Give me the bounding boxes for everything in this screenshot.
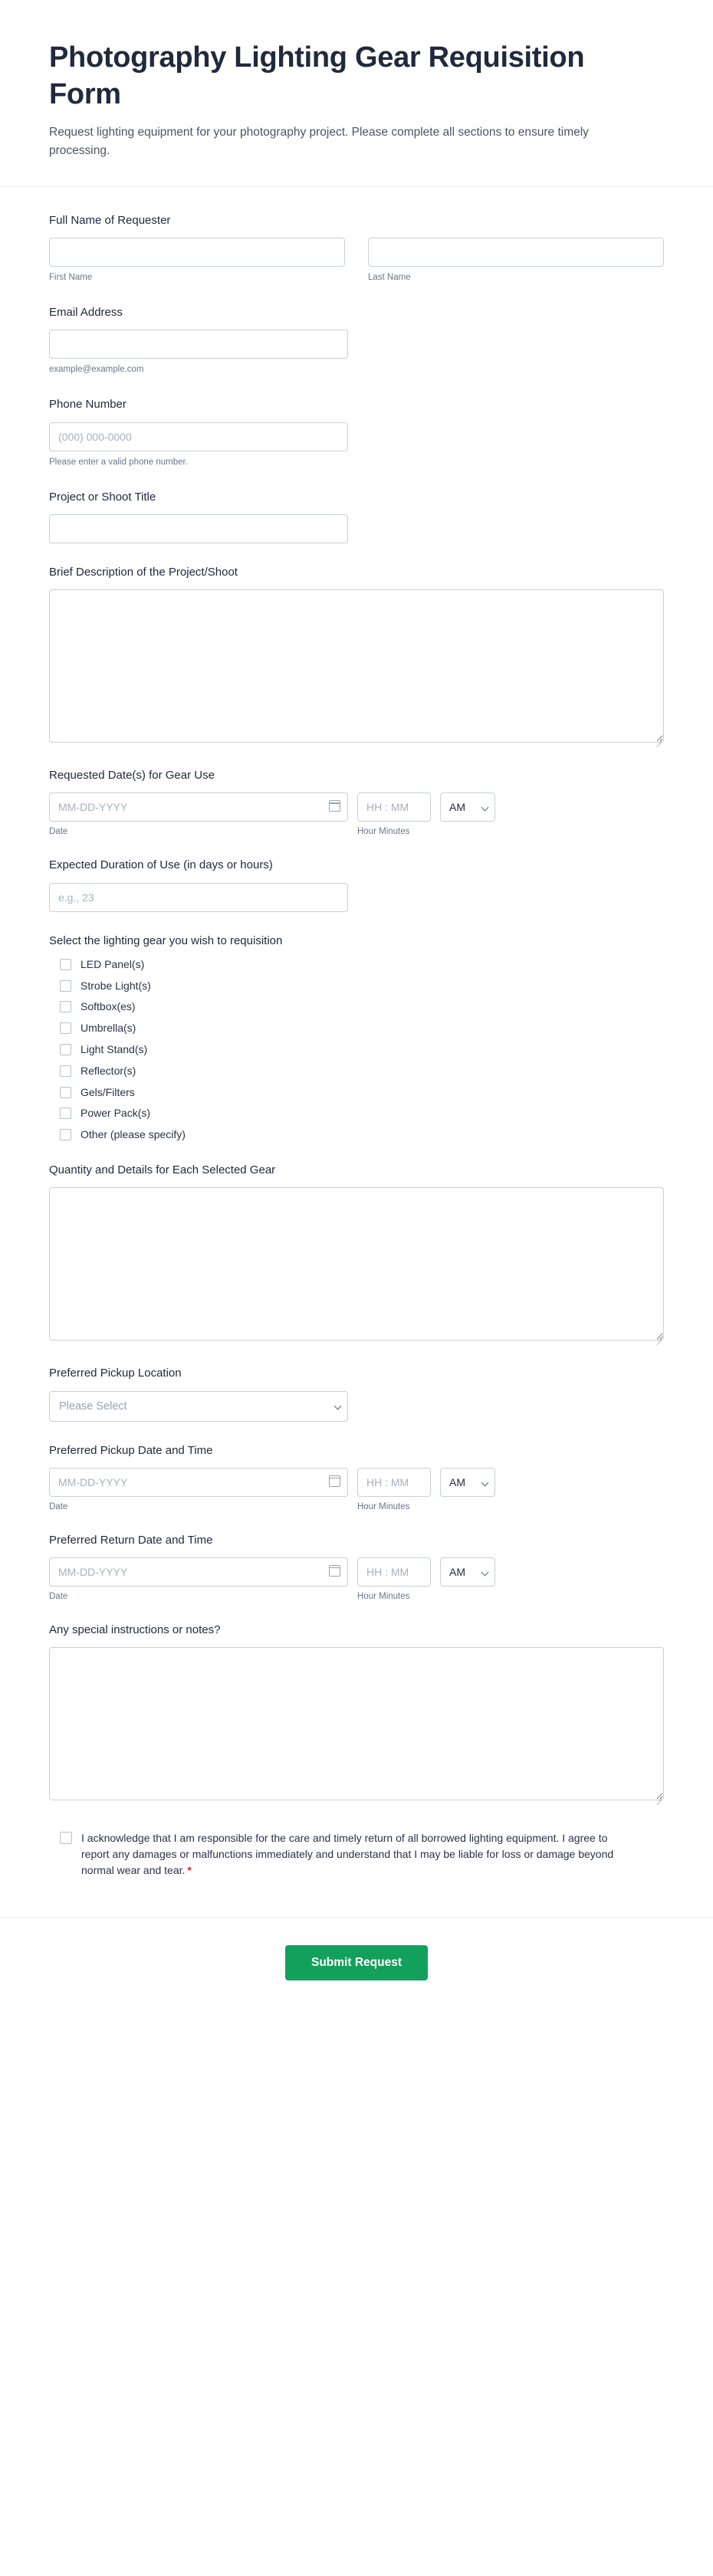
form-header	[0, 0, 713, 187]
duration-input[interactable]	[49, 883, 348, 912]
checkbox-icon[interactable]	[60, 959, 71, 970]
field-full-name	[49, 213, 664, 284]
first-name-input[interactable]	[49, 238, 345, 267]
requested-dates-sublabels	[49, 827, 664, 836]
checkbox-icon[interactable]	[60, 980, 71, 992]
return-datetime-row	[49, 1557, 664, 1587]
pickup-location-select[interactable]	[49, 1391, 348, 1422]
description-textarea[interactable]	[49, 589, 664, 743]
last-name-sublabel: Last Name	[368, 273, 411, 283]
acknowledgement-text	[81, 1830, 618, 1879]
special-instructions-textarea[interactable]	[49, 1647, 664, 1800]
field-pickup-location	[49, 1366, 664, 1421]
requested-ampm-select[interactable]	[440, 792, 495, 822]
checkbox-icon[interactable]	[60, 1022, 71, 1034]
checkbox-icon[interactable]	[60, 1065, 71, 1077]
gear-option-label: Softbox(es)	[80, 1000, 136, 1013]
full-name-label: Full Name of Requester	[49, 214, 171, 228]
pickup-date-wrap	[49, 1468, 348, 1497]
quantity-details-textarea[interactable]	[49, 1187, 664, 1341]
pickup-date-input[interactable]	[49, 1468, 348, 1497]
gear-option-led-panel[interactable]	[49, 958, 664, 971]
checkbox-icon[interactable]	[60, 1129, 71, 1140]
email-sublabel: example@example.com	[49, 365, 144, 375]
gear-option-power-pack[interactable]	[49, 1107, 664, 1120]
gear-select-label: Select the lighting gear you wish to requisition	[49, 934, 283, 947]
form-footer	[0, 1917, 713, 2017]
gear-option-label: Power Pack(s)	[80, 1107, 151, 1120]
gear-option-softbox[interactable]	[49, 1000, 664, 1013]
gear-option-gels-filters[interactable]	[49, 1086, 664, 1099]
return-time-sublabel: Hour Minutes	[357, 1592, 410, 1602]
email-field[interactable]	[49, 330, 348, 359]
page-title: Photography Lighting Gear Requisition Form	[49, 41, 585, 110]
phone-label: Phone Number	[49, 398, 127, 412]
return-date-input[interactable]	[49, 1557, 348, 1587]
return-ampm-wrap	[440, 1557, 495, 1587]
pickup-datetime-sublabels	[49, 1502, 664, 1511]
field-gear-select	[49, 934, 664, 1141]
pickup-location-select-wrap	[49, 1391, 348, 1422]
gear-option-label: Gels/Filters	[80, 1085, 135, 1098]
last-name-group	[368, 238, 664, 284]
pickup-datetime-row	[49, 1468, 664, 1497]
pickup-time-sublabel: Hour Minutes	[357, 1501, 410, 1511]
requested-time-sublabel: Hour Minutes	[357, 827, 410, 837]
return-date-sublabel: Date	[49, 1592, 68, 1602]
return-time-input[interactable]	[357, 1557, 431, 1587]
return-date-wrap	[49, 1557, 348, 1587]
requested-date-input[interactable]	[49, 792, 348, 822]
gear-checkbox-list	[49, 958, 664, 1141]
pickup-time-input[interactable]	[357, 1468, 431, 1497]
field-duration	[49, 858, 664, 911]
requested-dates-label: Requested Date(s) for Gear Use	[49, 769, 215, 783]
full-name-row	[49, 238, 664, 284]
description-label: Brief Description of the Project/Shoot	[49, 565, 238, 579]
quantity-details-textarea-wrap	[49, 1187, 664, 1344]
field-special-instructions	[49, 1623, 664, 1804]
project-title-input[interactable]	[49, 514, 348, 543]
checkbox-icon[interactable]	[60, 1044, 71, 1055]
phone-input[interactable]	[49, 422, 348, 451]
field-requested-dates	[49, 768, 664, 836]
requested-time-input[interactable]	[357, 792, 431, 822]
acknowledgement-label: I acknowledge that I am responsible for the care and timely return of all borrowed lighting equipment. I agree to report any damages or malfunctions immediately and understand that I may be liable for loss or damage beyond normal wear and tear.	[81, 1832, 614, 1877]
last-name-input[interactable]	[368, 238, 664, 267]
form-body	[0, 187, 713, 1917]
gear-option-reflector[interactable]	[49, 1065, 664, 1078]
field-project-title	[49, 490, 664, 543]
checkbox-icon[interactable]	[60, 1108, 71, 1119]
return-datetime-label: Preferred Return Date and Time	[49, 1533, 213, 1547]
requested-dates-row	[49, 792, 664, 822]
return-datetime-sublabels	[49, 1592, 664, 1601]
pickup-datetime-label: Preferred Pickup Date and Time	[49, 1443, 213, 1457]
special-instructions-textarea-wrap	[49, 1647, 664, 1804]
submit-button[interactable]: Submit Request	[285, 1945, 428, 1980]
pickup-ampm-wrap	[440, 1468, 495, 1497]
field-quantity-details	[49, 1163, 664, 1344]
pickup-location-label: Preferred Pickup Location	[49, 1367, 182, 1380]
quantity-details-label: Quantity and Details for Each Selected Gear	[49, 1163, 276, 1177]
acknowledgement-checkbox-icon[interactable]	[60, 1832, 72, 1844]
gear-option-label: LED Panel(s)	[80, 957, 145, 970]
field-phone	[49, 397, 664, 468]
field-return-datetime	[49, 1533, 664, 1601]
pickup-date-sublabel: Date	[49, 1501, 68, 1511]
description-textarea-wrap	[49, 589, 664, 747]
gear-option-label: Other (please specify)	[80, 1128, 186, 1141]
pickup-ampm-select[interactable]	[440, 1468, 495, 1497]
duration-label: Expected Duration of Use (in days or hours)	[49, 858, 273, 872]
gear-option-other[interactable]	[49, 1128, 664, 1141]
gear-option-light-stand[interactable]	[49, 1043, 664, 1056]
requested-date-wrap	[49, 792, 348, 822]
checkbox-icon[interactable]	[60, 1001, 71, 1012]
gear-option-umbrella[interactable]	[49, 1022, 664, 1035]
phone-sublabel: Please enter a valid phone number.	[49, 457, 188, 467]
gear-option-label: Strobe Light(s)	[80, 979, 151, 992]
return-ampm-select[interactable]	[440, 1557, 495, 1587]
field-description	[49, 565, 664, 747]
first-name-sublabel: First Name	[49, 273, 93, 283]
requested-ampm-wrap	[440, 792, 495, 822]
gear-option-label: Umbrella(s)	[80, 1022, 136, 1035]
gear-option-strobe-light[interactable]	[49, 980, 664, 993]
project-title-label: Project or Shoot Title	[49, 490, 156, 504]
gear-option-label: Light Stand(s)	[80, 1043, 148, 1056]
field-pickup-datetime	[49, 1443, 664, 1511]
special-instructions-label: Any special instructions or notes?	[49, 1623, 221, 1637]
email-label: Email Address	[49, 306, 123, 320]
page-subtitle: Request lighting equipment for your photography project. Please complete all sections to ensure timely processing.	[49, 126, 589, 158]
first-name-group	[49, 238, 345, 284]
required-marker: *	[187, 1864, 192, 1877]
requested-date-sublabel: Date	[49, 827, 68, 837]
field-email	[49, 305, 664, 376]
acknowledgement-row[interactable]	[49, 1830, 664, 1879]
checkbox-icon[interactable]	[60, 1087, 71, 1098]
gear-option-label: Reflector(s)	[80, 1064, 136, 1077]
